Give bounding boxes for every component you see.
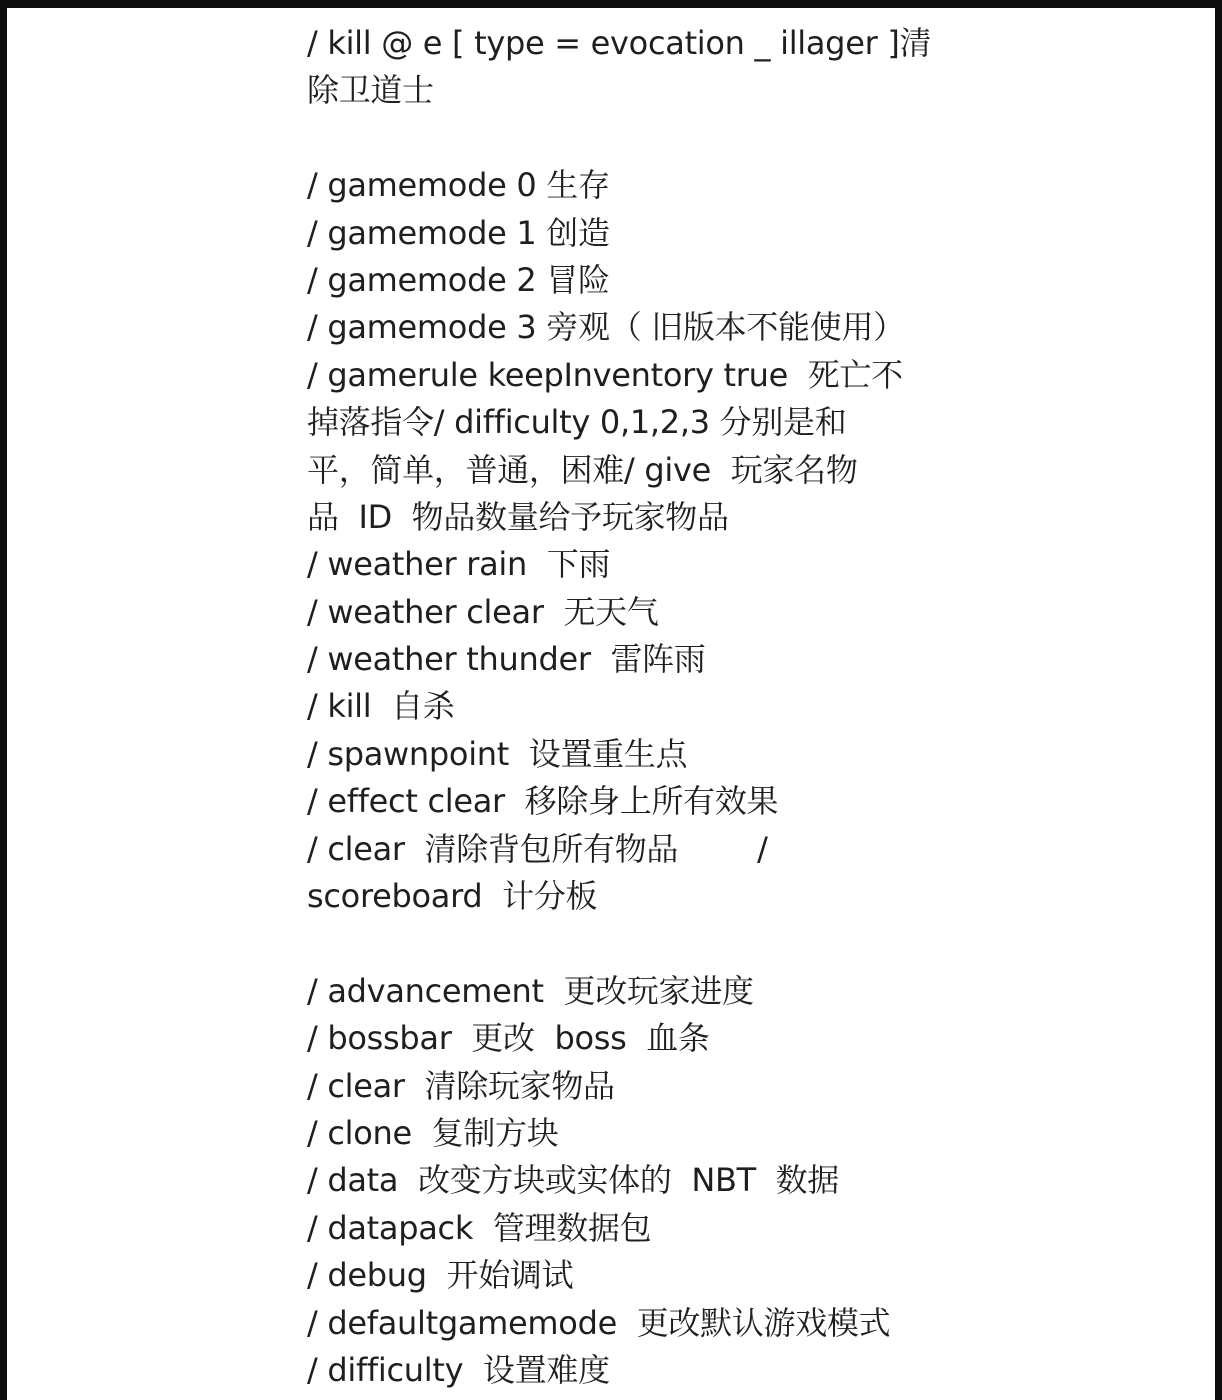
- text-line: 掉落指令/ difficulty 0,1,2,3 分别是和: [307, 403, 847, 442]
- text-line: / clear 清除玩家物品: [307, 1066, 615, 1105]
- text-line: / bossbar 更改 boss 血条: [307, 1019, 710, 1058]
- text-line: / weather clear 无天气: [307, 592, 659, 631]
- text-line: / clear 清除背包所有物品 /: [307, 829, 768, 868]
- text-line: / gamerule keepInventory true 死亡不: [307, 355, 903, 394]
- text-line: / kill @ e [ type = evocation _ illager ]清: [307, 24, 932, 62]
- text-line: / gamemode 0 生存: [307, 166, 610, 205]
- text-line: / weather rain 下雨: [307, 545, 611, 584]
- command-list-document: [307, 20, 1007, 1394]
- screen-frame-left: [0, 0, 7, 1400]
- text-line: / spawnpoint 设置重生点: [307, 734, 688, 773]
- text-line: / weather thunder 雷阵雨: [307, 640, 706, 679]
- text-line: 平，简单，普通，困难/ give 玩家名物: [307, 450, 858, 489]
- text-line: / kill 自杀: [307, 687, 455, 726]
- text-line: / gamemode 2 冒险: [307, 260, 610, 299]
- text-line: 品 ID 物品数量给予玩家物品: [307, 497, 729, 536]
- blank-line: [307, 115, 1007, 162]
- text-line: / debug 开始调试: [307, 1256, 574, 1295]
- text-line: / data 改变方块或实体的 NBT 数据: [307, 1161, 840, 1200]
- text-line: 除卫道士: [307, 71, 434, 110]
- text-line: / clone 复制方块: [307, 1113, 559, 1152]
- screen-frame-top: [0, 0, 1222, 8]
- text-line: / gamemode 3 旁观（ 旧版本不能使用）: [307, 308, 905, 347]
- text-line: scoreboard 计分板: [307, 877, 598, 916]
- text-line: / defaultgamemode 更改默认游戏模式: [307, 1303, 891, 1342]
- text-line: / effect clear 移除身上所有效果: [307, 782, 779, 821]
- blank-line: [307, 920, 1007, 967]
- text-line: / gamemode 1 创造: [307, 213, 610, 252]
- text-line: / advancement 更改玩家进度: [307, 971, 754, 1010]
- text-line: / datapack 管理数据包: [307, 1208, 652, 1247]
- screen-frame-right: [1215, 0, 1222, 1400]
- text-line: / difficulty 设置难度: [307, 1350, 610, 1389]
